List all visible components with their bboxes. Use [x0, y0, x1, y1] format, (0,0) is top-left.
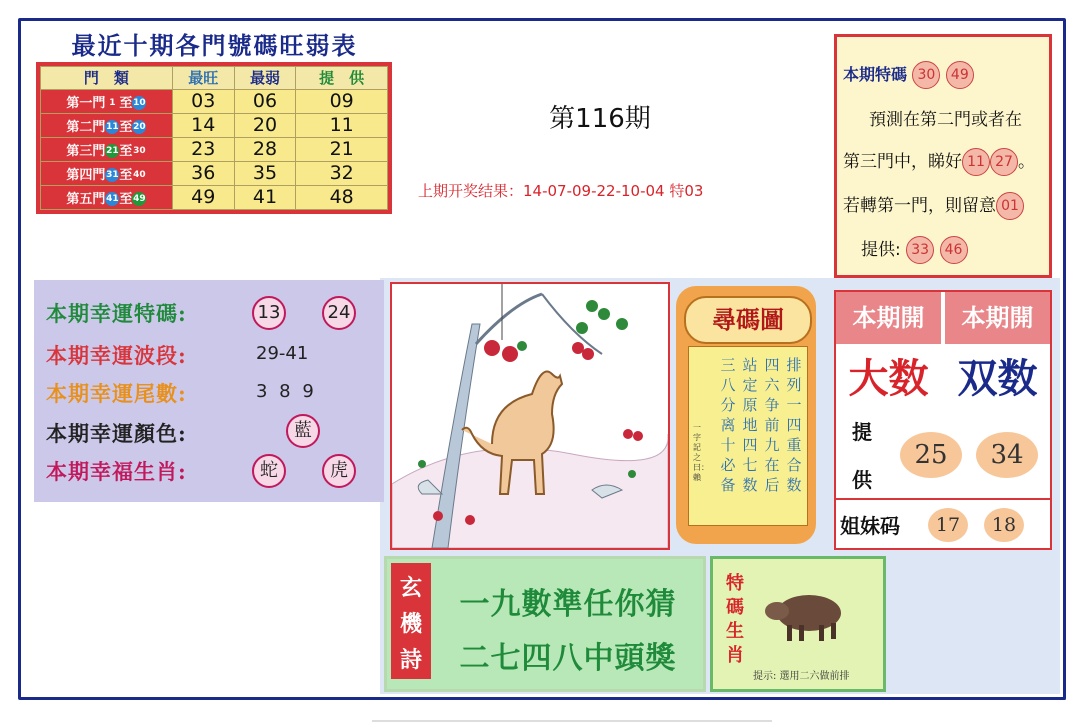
- zodiac-tag-char: 特: [726, 573, 744, 594]
- lucky-color-label: 本期幸運顏色:: [46, 421, 187, 446]
- prediction-ball: 27: [990, 148, 1018, 176]
- bottom-divider: [372, 720, 772, 722]
- prediction-text: 提供:: [861, 240, 901, 260]
- lucky-tail: 3 8 9: [256, 381, 317, 402]
- zodiac-box: [710, 556, 886, 692]
- scroll-column: 四六争前九在后: [764, 356, 780, 494]
- doors-table: [36, 62, 392, 214]
- door-min: 20: [234, 113, 296, 137]
- table-row: [41, 185, 388, 209]
- table-row: [41, 137, 388, 161]
- prediction-box: [834, 34, 1052, 278]
- door-offer: 32: [296, 161, 388, 185]
- offer-label-2: 供: [852, 468, 872, 492]
- door-connector: 至: [119, 167, 133, 183]
- door-name: 第四門: [66, 167, 106, 183]
- prediction-line-2: 預測在第二門或者在: [869, 110, 1022, 130]
- zodiac-tag-char: 生: [726, 621, 744, 642]
- open-value: 大数: [848, 356, 929, 402]
- lucky-color: 藍: [286, 414, 320, 448]
- scroll-column: 三八分离十必备: [720, 356, 736, 494]
- door-name: 第三門: [66, 143, 106, 159]
- prediction-line-5: [861, 235, 1073, 264]
- door-from: 1: [105, 96, 119, 110]
- door-connector: 至: [119, 119, 133, 135]
- open-panel: [834, 290, 1052, 550]
- prediction-line-1: [843, 61, 1055, 89]
- pig-icon: [763, 581, 853, 647]
- door-offer: 21: [296, 137, 388, 161]
- prediction-ball: 11: [962, 148, 990, 176]
- door-from: 31: [106, 170, 119, 181]
- lucky-special-ball: 24: [322, 296, 356, 330]
- door-name: 第二門: [66, 119, 106, 135]
- lucky-wave-label: 本期幸運波段:: [46, 343, 187, 368]
- door-from: 41: [106, 194, 119, 205]
- zodiac-tip: 提示: 選用二六做前排: [753, 671, 850, 682]
- lucky-zodiac: 虎: [322, 454, 356, 488]
- door-min: 06: [234, 89, 296, 113]
- prediction-line-3: [843, 147, 1055, 176]
- deer-illustration: [390, 282, 670, 550]
- header-offer: 提 供: [296, 67, 388, 90]
- open-value: 双数: [957, 356, 1038, 402]
- prediction-text: 第三門中，睇好: [843, 152, 962, 172]
- scroll-title: 尋碼圖: [684, 296, 812, 344]
- prediction-ball: 46: [940, 236, 968, 264]
- door-max: 36: [172, 161, 234, 185]
- door-max: 03: [172, 89, 234, 113]
- zodiac-tag-char: 肖: [726, 645, 744, 666]
- door-to: 20: [133, 122, 146, 133]
- offer-label-1: 提: [852, 420, 872, 444]
- poem-tag: [391, 563, 431, 679]
- table-row: [41, 161, 388, 185]
- door-label: [41, 185, 173, 209]
- open-header: 本期開: [945, 292, 1050, 344]
- door-name: 第一門: [66, 95, 106, 111]
- door-name: 第五門: [66, 191, 106, 207]
- poem-line: 一九數準任你猜: [459, 587, 677, 622]
- poem-tag-char: 詩: [399, 647, 422, 673]
- lucky-special-ball: 13: [252, 296, 286, 330]
- prediction-ball: 30: [912, 61, 940, 89]
- door-max: 49: [172, 185, 234, 209]
- scroll-column: 排列一四重合数: [786, 356, 802, 494]
- offer-ball: 25: [900, 432, 962, 478]
- doors-title: 最近十期各門號碼旺弱表: [71, 31, 358, 60]
- lucky-zodiac-label: 本期幸福生肖:: [46, 459, 187, 484]
- table-row: [41, 89, 388, 113]
- open-header: 本期開: [836, 292, 941, 344]
- poem-tag-char: 機: [399, 611, 422, 637]
- door-min: 28: [234, 137, 296, 161]
- zodiac-tag-char: 碼: [726, 597, 744, 618]
- sister-ball: 17: [928, 508, 968, 542]
- header-max: 最旺: [172, 67, 234, 90]
- lucky-special-label: 本期幸運特碼:: [46, 301, 187, 326]
- door-connector: 至: [119, 191, 133, 207]
- door-label: [41, 161, 173, 185]
- door-label: [41, 89, 173, 113]
- lucky-wave: 29-41: [256, 343, 309, 364]
- sister-ball: 18: [984, 508, 1024, 542]
- prediction-ball: 01: [996, 192, 1024, 220]
- issue-number: 第116期: [549, 104, 651, 134]
- door-to: 30: [133, 146, 146, 157]
- door-offer: 48: [296, 185, 388, 209]
- door-offer: 09: [296, 89, 388, 113]
- prediction-line-4: [843, 191, 1055, 220]
- scroll-hint: 一字記之曰：賴: [693, 423, 709, 482]
- deer-illustration-svg: [392, 284, 668, 548]
- door-to: 49: [133, 194, 146, 205]
- prediction-text: 。: [1018, 152, 1035, 172]
- door-to: 40: [133, 170, 146, 181]
- open-divider: [836, 498, 1050, 500]
- door-to: 10: [133, 98, 146, 109]
- prediction-ball: 33: [906, 236, 934, 264]
- prediction-text: 若轉第一門，則留意: [843, 196, 996, 216]
- table-row: [41, 113, 388, 137]
- door-offer: 11: [296, 113, 388, 137]
- scroll-body: [688, 346, 808, 526]
- door-max: 23: [172, 137, 234, 161]
- poem-line: 二七四八中頭獎: [459, 641, 677, 676]
- poem-box: [384, 556, 706, 692]
- header-min: 最弱: [234, 67, 296, 90]
- last-result: 上期开奖结果：14-07-09-22-10-04 特03: [418, 182, 704, 200]
- prediction-label: 本期特碼: [843, 65, 908, 84]
- sister-label: 姐妹码: [840, 514, 900, 538]
- door-from: 11: [106, 122, 119, 133]
- door-from: 21: [106, 146, 119, 157]
- door-connector: 至: [119, 143, 133, 159]
- prediction-ball: 49: [946, 61, 974, 89]
- doors-header-row: [41, 67, 388, 90]
- lucky-panel: [34, 280, 384, 502]
- lucky-tail-label: 本期幸運尾數:: [46, 381, 187, 406]
- door-connector: 至: [119, 95, 133, 111]
- door-label: [41, 137, 173, 161]
- header-type: 門 類: [41, 67, 173, 90]
- door-max: 14: [172, 113, 234, 137]
- scroll-column: 站定原地四七数: [742, 356, 758, 494]
- door-label: [41, 113, 173, 137]
- lucky-zodiac: 蛇: [252, 454, 286, 488]
- poem-tag-char: 玄: [399, 575, 422, 601]
- door-min: 35: [234, 161, 296, 185]
- door-min: 41: [234, 185, 296, 209]
- offer-ball: 34: [976, 432, 1038, 478]
